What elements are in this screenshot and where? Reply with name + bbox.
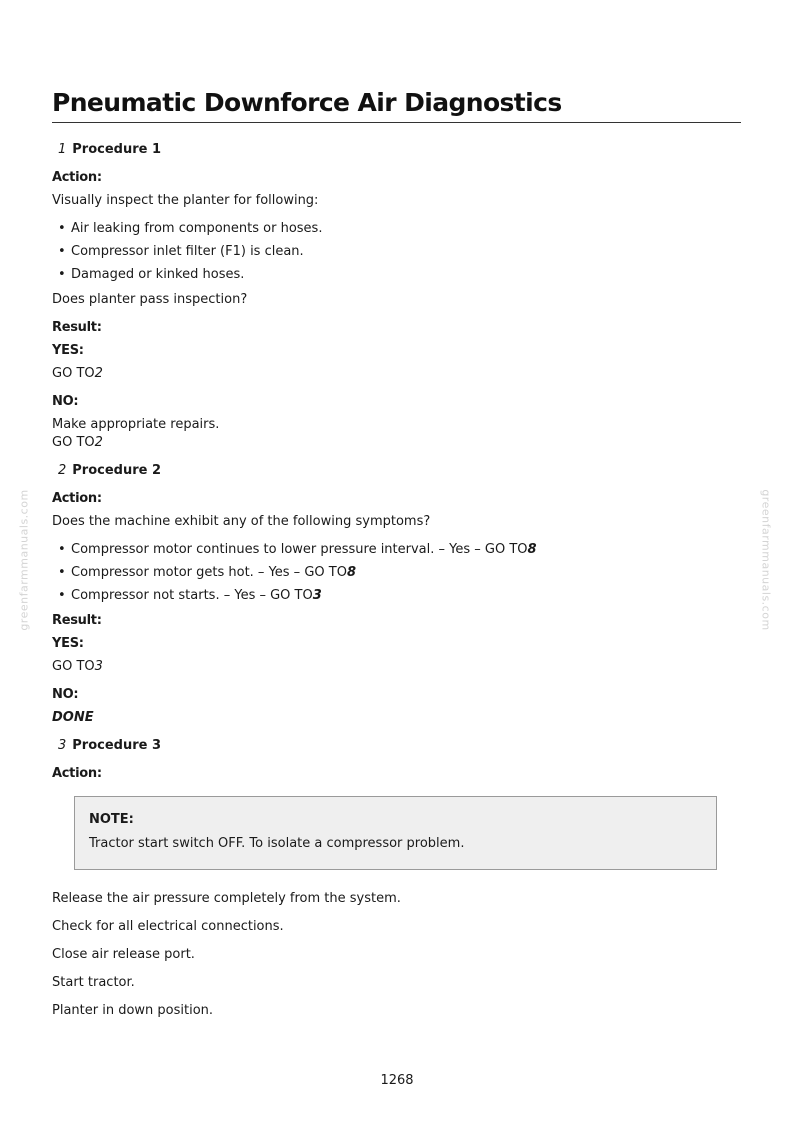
result-label: Result:	[52, 613, 102, 628]
step-list	[52, 890, 742, 1020]
no-goto	[52, 434, 742, 452]
watermark-right: greenfarmmanuals.com	[759, 489, 773, 631]
step-item: Close air release port.	[52, 947, 195, 962]
procedure-number: 1	[58, 142, 67, 157]
step-item: Check for all electrical connections.	[52, 919, 284, 934]
step-item: Planter in down position.	[52, 1003, 214, 1018]
procedure-heading	[58, 737, 742, 755]
action-label: Action:	[52, 766, 102, 781]
procedure-title: Procedure 1	[72, 142, 162, 157]
procedure-3	[52, 737, 742, 1020]
goto-link[interactable]: 8	[346, 565, 356, 580]
yes-label: YES:	[52, 636, 84, 651]
title-divider	[52, 122, 741, 123]
symptom-text: Compressor not starts. – Yes – GO TO	[71, 588, 313, 603]
yes-goto	[52, 658, 742, 676]
step-item: Release the air pressure completely from the system.	[52, 891, 401, 906]
list-item	[52, 541, 742, 559]
no-label: NO:	[52, 394, 79, 409]
action-intro: Does the machine exhibit any of the following symptoms?	[52, 514, 431, 529]
symptom-text: Compressor motor gets hot. – Yes – GO TO	[71, 565, 347, 580]
action-label: Action:	[52, 491, 102, 506]
procedure-number: 3	[58, 738, 67, 753]
page-title: Pneumatic Downforce Air Diagnostics	[52, 88, 562, 117]
list-item: • Compressor inlet filter (F1) is clean.	[52, 243, 742, 261]
no-text: Make appropriate repairs.	[52, 417, 220, 432]
symptom-text: Compressor motor continues to lower pressure interval. – Yes – GO TO	[71, 542, 528, 557]
list-item: • Damaged or kinked hoses.	[52, 266, 742, 284]
action-intro: Visually inspect the planter for following:	[52, 193, 319, 208]
goto-link[interactable]: 2	[94, 435, 103, 450]
yes-label: YES:	[52, 343, 84, 358]
goto-text: GO TO	[52, 366, 95, 381]
inspection-list	[52, 220, 742, 284]
note-text: Tractor start switch OFF. To isolate a compressor problem.	[89, 836, 465, 851]
goto-link[interactable]: 3	[94, 659, 103, 674]
step-item: Start tractor.	[52, 975, 135, 990]
list-item: • Air leaking from components or hoses.	[52, 220, 742, 238]
list-item	[52, 587, 742, 605]
goto-link[interactable]: 8	[527, 542, 537, 557]
result-label: Result:	[52, 320, 102, 335]
goto-text: GO TO	[52, 659, 95, 674]
procedure-heading	[58, 141, 742, 159]
procedure-number: 2	[58, 463, 67, 478]
symptom-list	[52, 541, 742, 605]
yes-goto	[52, 365, 742, 383]
done-text: DONE	[52, 710, 94, 725]
page-content	[52, 141, 742, 1030]
note-heading: NOTE:	[89, 812, 134, 827]
procedure-title: Procedure 2	[72, 463, 162, 478]
procedure-1	[52, 141, 742, 452]
goto-link[interactable]: 2	[94, 366, 103, 381]
goto-text: GO TO	[52, 435, 95, 450]
watermark-left: greenfarmmanuals.com	[17, 489, 31, 631]
page-number: 1268	[380, 1073, 414, 1088]
procedure-heading	[58, 462, 742, 480]
action-label: Action:	[52, 170, 102, 185]
no-label: NO:	[52, 687, 79, 702]
goto-link[interactable]: 3	[312, 588, 322, 603]
procedure-title: Procedure 3	[72, 738, 162, 753]
inspection-question: Does planter pass inspection?	[52, 292, 248, 307]
note-box	[74, 796, 717, 870]
procedure-2	[52, 462, 742, 727]
list-item	[52, 564, 742, 582]
